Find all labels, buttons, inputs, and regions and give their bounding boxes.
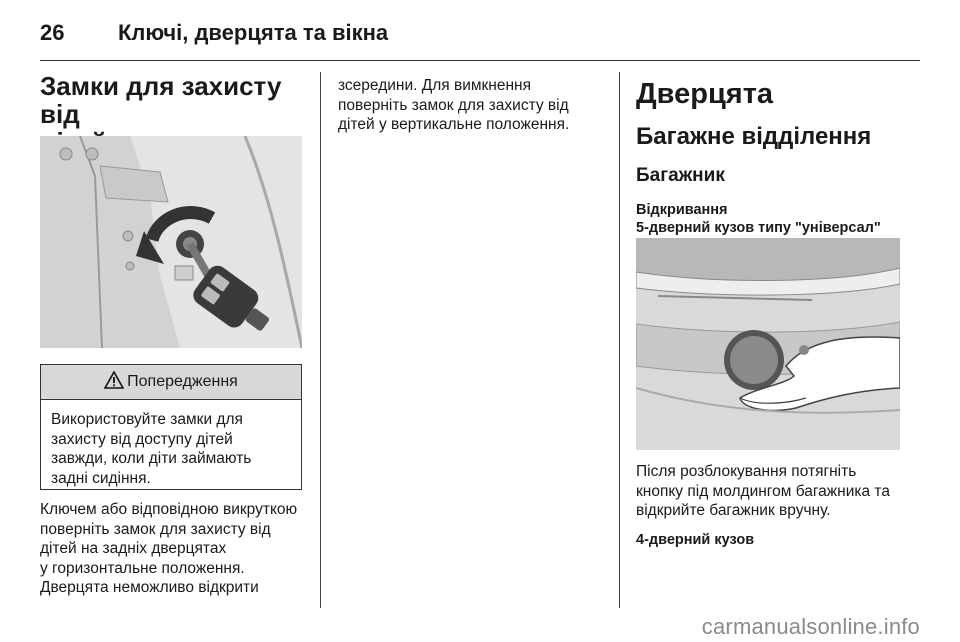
column-divider-1 bbox=[320, 72, 321, 608]
trunk-heading: Багажник bbox=[636, 165, 725, 186]
trunk-handle-image bbox=[636, 238, 900, 450]
door-lock-key-image bbox=[40, 136, 302, 348]
opening-headings bbox=[636, 201, 936, 237]
opening-heading: Відкривання bbox=[636, 202, 728, 218]
page-number: 26 bbox=[40, 20, 65, 45]
trunk-opening-illustration bbox=[636, 238, 900, 450]
body-line: кнопку під молдингом багажника та bbox=[636, 482, 890, 500]
wagon-heading: 5-дверний кузов типу "універсал" bbox=[636, 220, 881, 236]
warning-triangle-icon bbox=[104, 371, 124, 394]
doors-section bbox=[636, 78, 936, 237]
body-line: відкрийте багажник вручну. bbox=[636, 502, 831, 519]
trunk-instructions bbox=[636, 462, 916, 549]
body-line: поверніть замок для захисту від bbox=[40, 520, 271, 538]
watermark: carmanualsonline.info bbox=[701, 614, 920, 639]
body-line: дітей на задніх дверцятах bbox=[40, 540, 227, 557]
warning-line: задні сидіння. bbox=[51, 469, 151, 487]
warning-line: захисту від доступу дітей bbox=[51, 430, 233, 448]
page-header bbox=[40, 16, 920, 56]
body-line: дітей у вертикальне положення. bbox=[338, 116, 570, 133]
body-line: зсередини. Для вимкнення bbox=[338, 77, 532, 94]
body-line: поверніть замок для захисту від bbox=[338, 96, 569, 114]
body-line: у горизонтальне положення. bbox=[40, 559, 245, 577]
warning-line: Використовуйте замки для bbox=[51, 411, 243, 428]
warning-text bbox=[41, 400, 301, 488]
header-rule bbox=[40, 60, 920, 61]
child-lock-instructions bbox=[40, 500, 315, 598]
child-lock-heading-line: Замки для захисту від bbox=[40, 71, 282, 129]
warning-box bbox=[40, 364, 302, 490]
doors-heading: Дверцята bbox=[636, 78, 774, 110]
child-lock-instructions-continued bbox=[338, 76, 603, 135]
warning-title: Попередження bbox=[127, 373, 238, 390]
body-line: Ключем або відповідною викруткою bbox=[40, 501, 298, 518]
warning-header bbox=[41, 365, 301, 400]
luggage-compartment-heading: Багажне відділення bbox=[636, 123, 872, 150]
trunk-instructions-text bbox=[636, 462, 916, 521]
chapter-title: Ключі, дверцята та вікна bbox=[118, 20, 389, 45]
warning-line: завжди, коли діти займають bbox=[51, 450, 252, 467]
column-divider-2 bbox=[619, 72, 620, 608]
child-lock-illustration bbox=[40, 136, 302, 348]
body-line: Після розблокування потягніть bbox=[636, 463, 857, 480]
sedan-heading: 4-дверний кузов bbox=[636, 531, 755, 548]
body-line: Дверцята неможливо відкрити bbox=[40, 579, 259, 596]
